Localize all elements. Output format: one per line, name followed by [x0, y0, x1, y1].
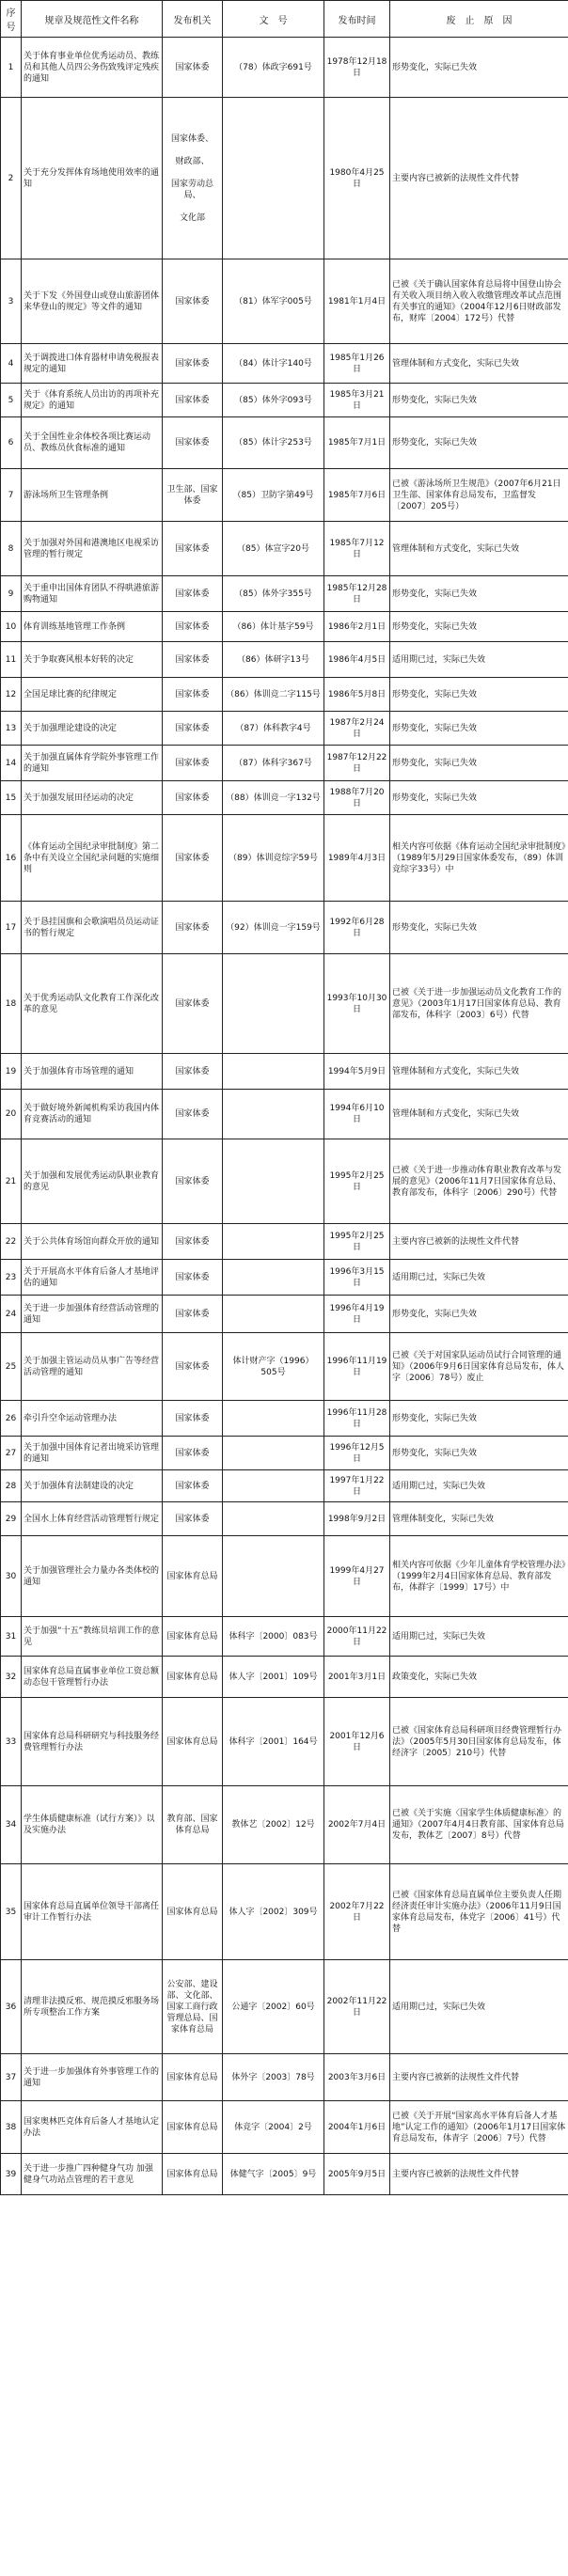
repeal-reason: 管理体制和方式变化，实际已失效 — [390, 344, 568, 384]
document-number — [223, 1224, 324, 1260]
document-number: （85）体宣字20号 — [223, 522, 324, 576]
document-number — [223, 1260, 324, 1296]
issue-date: 2002年7月4日 — [324, 1786, 390, 1864]
table-row — [1, 642, 568, 678]
table-row — [1, 1698, 568, 1786]
document-number: 体计财产字（1996）505号 — [223, 1333, 324, 1401]
row-number: 33 — [1, 1698, 22, 1786]
row-number: 14 — [1, 746, 22, 781]
table-row — [1, 1617, 568, 1657]
table-row — [1, 576, 568, 612]
table-row — [1, 1054, 568, 1090]
issuing-authority: 国家体育总局 — [163, 1536, 223, 1617]
table-row — [1, 1536, 568, 1617]
issuing-authority: 国家体委 — [163, 902, 223, 954]
document-number: 体人字〔2002〕309号 — [223, 1864, 324, 1960]
issue-date: 1987年12月22日 — [324, 746, 390, 781]
document-title: 关于加强管理社会力量办各类体校的通知 — [22, 1536, 163, 1617]
issuing-authority: 国家体育总局 — [163, 1864, 223, 1960]
issuing-authority: 国家体委 — [163, 954, 223, 1054]
document-number: （88）体训竞一字132号 — [223, 781, 324, 815]
repeal-reason: 已被《关于确认国家体育总局将中国登山协会有关收入项目纳入收入收缴管理改革试点范围有关事宜的通知》（2004年12月6日财政部发布，财库〔2004〕172号）代替 — [390, 259, 568, 344]
repeal-reason: 已被《国家体育总局直属单位主要负责人任期经济责任审计实施办法》（2006年11月9日国家体育总局发布，体党字〔2006〕41号）代替 — [390, 1864, 568, 1960]
repeal-reason: 形势变化，实际已失效 — [390, 1401, 568, 1437]
row-number: 35 — [1, 1864, 22, 1960]
document-title: 清理非法摸反邪、规范摸反邪服务场所专项整治工作方案 — [22, 1960, 163, 2054]
issue-date: 1978年12月18日 — [324, 38, 390, 98]
table-row — [1, 417, 568, 469]
repeal-reason: 管理体制变化，实际已失效 — [390, 1502, 568, 1536]
header-date: 发布时间 — [324, 1, 390, 38]
table-row — [1, 781, 568, 815]
row-number: 18 — [1, 954, 22, 1054]
repeal-reason: 形势变化，实际已失效 — [390, 746, 568, 781]
document-number: 体科字〔2000〕083号 — [223, 1617, 324, 1657]
row-number: 20 — [1, 1090, 22, 1139]
table-row — [1, 1502, 568, 1536]
table-row — [1, 2101, 568, 2154]
document-title: 国家体育总局直属事业单位工资总额动态包干管理暂行办法 — [22, 1657, 163, 1698]
repeal-reason: 已被《关于对国家队运动员试行合同管理的通知》（2006年9月6日国家体育总局发布，体人字〔2006〕78号）废止 — [390, 1333, 568, 1401]
row-number: 17 — [1, 902, 22, 954]
issuing-authority: 国家体委 — [163, 384, 223, 417]
document-title: 关于充分发挥体育场地使用效率的通知 — [22, 98, 163, 259]
document-title: 关于做好境外新闻机构采访我国内体育竞赛活动的通知 — [22, 1090, 163, 1139]
issuing-authority: 国家体委 — [163, 781, 223, 815]
issuing-authority: 国家体委、 财政部、 国家劳动总局、 文化部 — [163, 98, 223, 259]
issuing-authority: 国家体委 — [163, 612, 223, 642]
document-number: （78）体政字691号 — [223, 38, 324, 98]
issuing-authority: 国家体委 — [163, 815, 223, 902]
document-title: 关于加强理论建设的决定 — [22, 712, 163, 746]
issue-date: 1996年3月15日 — [324, 1260, 390, 1296]
document-number: 教体艺〔2002〕12号 — [223, 1786, 324, 1864]
repeal-reason: 已被《关于进一步加强运动员文化教育工作的意见》（2003年1月17日国家体育总局、教育部发布，体科字〔2003〕6号）代替 — [390, 954, 568, 1054]
table-row — [1, 2154, 568, 2195]
header-title: 规章及规范性文件名称 — [22, 1, 163, 38]
issue-date: 2001年12月6日 — [324, 1698, 390, 1786]
row-number: 2 — [1, 98, 22, 259]
repeal-reason: 适用期已过，实际已失效 — [390, 1960, 568, 2054]
issue-date: 1992年6月28日 — [324, 902, 390, 954]
row-number: 16 — [1, 815, 22, 902]
row-number: 23 — [1, 1260, 22, 1296]
document-title: 国家奥林匹克体育后备人才基地认定办法 — [22, 2101, 163, 2154]
document-title: 《体育运动全国纪录审批制度》第二条中有关设立全国纪录问题的实施细则 — [22, 815, 163, 902]
row-number: 13 — [1, 712, 22, 746]
repeal-reason: 已被《关于开展“国家高水平体育后备人才基地”认定工作的通知》（2006年1月17日国家体育总局发布，体青字〔2006〕7号）代替 — [390, 2101, 568, 2154]
document-title: 全国水上体育经营活动管理暂行规定 — [22, 1502, 163, 1536]
repeal-reason: 主要内容已被新的法规性文件代替 — [390, 98, 568, 259]
repeal-reason: 适用期已过，实际已失效 — [390, 1260, 568, 1296]
document-number — [223, 1296, 324, 1333]
issuing-authority: 国家体育总局 — [163, 2154, 223, 2195]
issuing-authority: 国家体育总局 — [163, 1617, 223, 1657]
document-number: （86）体研字13号 — [223, 642, 324, 678]
repeal-reason: 主要内容已被新的法规性文件代替 — [390, 2154, 568, 2195]
document-number — [223, 1470, 324, 1502]
table-row — [1, 522, 568, 576]
document-title: 游泳场所卫生管理条例 — [22, 469, 163, 522]
document-number: （84）体计字140号 — [223, 344, 324, 384]
issue-date: 1998年9月2日 — [324, 1502, 390, 1536]
table-row — [1, 1333, 568, 1401]
issue-date: 1994年5月9日 — [324, 1054, 390, 1090]
issue-date: 1994年6月10日 — [324, 1090, 390, 1139]
document-title: 国家体育总局科研研究与科技服务经费管理暂行办法 — [22, 1698, 163, 1786]
table-row — [1, 902, 568, 954]
row-number: 38 — [1, 2101, 22, 2154]
document-title: 全国足球比赛的纪律规定 — [22, 678, 163, 712]
document-title: 国家体育总局直属单位领导干部离任审计工作暂行办法 — [22, 1864, 163, 1960]
header-row — [1, 1, 568, 38]
document-title: 关于加强“十五”教练员培训工作的意见 — [22, 1617, 163, 1657]
table-row — [1, 344, 568, 384]
document-number — [223, 1437, 324, 1470]
issuing-authority: 国家体委 — [163, 642, 223, 678]
document-title: 关于《体育系统人员出访的再项补充规定》的通知 — [22, 384, 163, 417]
repeal-reason: 形势变化，实际已失效 — [390, 384, 568, 417]
row-number: 29 — [1, 1502, 22, 1536]
table-row — [1, 746, 568, 781]
issuing-authority: 国家体委 — [163, 1296, 223, 1333]
issue-date: 1987年2月24日 — [324, 712, 390, 746]
table-row — [1, 1786, 568, 1864]
row-number: 15 — [1, 781, 22, 815]
document-number: 体人字〔2001〕109号 — [223, 1657, 324, 1698]
issue-date: 1985年7月6日 — [324, 469, 390, 522]
table-row — [1, 1139, 568, 1224]
document-title: 关于开展高水平体育后备人才基地评估的通知 — [22, 1260, 163, 1296]
document-number: （87）体科字367号 — [223, 746, 324, 781]
document-title: 关于加强体育市场管理的通知 — [22, 1054, 163, 1090]
table-row — [1, 469, 568, 522]
issue-date: 2000年11月22日 — [324, 1617, 390, 1657]
table-header — [1, 1, 568, 38]
document-number: （87）体科教字4号 — [223, 712, 324, 746]
issue-date: 1995年2月25日 — [324, 1139, 390, 1224]
repeal-reason: 已被《关于实施〈国家学生体质健康标准〉的通知》（2007年4月4日教育部、国家体育总局发布，教体艺〔2007〕8号）代替 — [390, 1786, 568, 1864]
document-number: （86）体训竞二字115号 — [223, 678, 324, 712]
document-number: （81）体军字005号 — [223, 259, 324, 344]
row-number: 4 — [1, 344, 22, 384]
document-title: 关于下发《外国登山或登山旅游团体来华登山的规定》等文件的通知 — [22, 259, 163, 344]
document-number: 体竞字〔2004〕2号 — [223, 2101, 324, 2154]
row-number: 21 — [1, 1139, 22, 1224]
document-number: （85）体计字253号 — [223, 417, 324, 469]
document-number — [223, 1536, 324, 1617]
table-row — [1, 38, 568, 98]
issuing-authority: 国家体委 — [163, 1470, 223, 1502]
document-title: 关于优秀运动队文化教育工作深化改革的意见 — [22, 954, 163, 1054]
document-number: （92）体训竞一字159号 — [223, 902, 324, 954]
table-row — [1, 612, 568, 642]
row-number: 36 — [1, 1960, 22, 2054]
repeal-reason: 形势变化，实际已失效 — [390, 712, 568, 746]
issue-date: 1988年7月20日 — [324, 781, 390, 815]
repeal-reason: 相关内容可依据《少年儿童体育学校管理办法》（1999年2月4日国家体育总局、教育部发布，体群字〔1999〕17号）中 — [390, 1536, 568, 1617]
issue-date: 2002年11月22日 — [324, 1960, 390, 2054]
issuing-authority: 国家体委 — [163, 1502, 223, 1536]
issue-date: 2002年7月22日 — [324, 1864, 390, 1960]
repeal-reason: 管理体制和方式变化，实际已失效 — [390, 522, 568, 576]
row-number: 19 — [1, 1054, 22, 1090]
document-title: 关于加强和发展优秀运动队职业教育的意见 — [22, 1139, 163, 1224]
table-row — [1, 1090, 568, 1139]
issuing-authority: 教育部、国家体育总局 — [163, 1786, 223, 1864]
document-number: （85）体外字093号 — [223, 384, 324, 417]
issuing-authority: 国家体委 — [163, 678, 223, 712]
row-number: 12 — [1, 678, 22, 712]
document-number — [223, 1139, 324, 1224]
table-row — [1, 678, 568, 712]
row-number: 39 — [1, 2154, 22, 2195]
issue-date: 1996年11月28日 — [324, 1401, 390, 1437]
document-number: （86）体计基字59号 — [223, 612, 324, 642]
row-number: 9 — [1, 576, 22, 612]
issue-date: 1996年12月5日 — [324, 1437, 390, 1470]
repeal-reason: 主要内容已被新的法规性文件代替 — [390, 2054, 568, 2101]
table-row — [1, 259, 568, 344]
row-number: 22 — [1, 1224, 22, 1260]
document-number — [223, 98, 324, 259]
document-title: 关于全国性业余体校各项比赛运动员、教练员伙食标准的通知 — [22, 417, 163, 469]
repeal-reason: 管理体制和方式变化，实际已失效 — [390, 1090, 568, 1139]
issue-date: 1999年4月27日 — [324, 1536, 390, 1617]
document-title: 关于加强直属体育学院外事管理工作的通知 — [22, 746, 163, 781]
row-number: 11 — [1, 642, 22, 678]
document-title: 关于进一步加强体育经营活动管理的通知 — [22, 1296, 163, 1333]
issue-date: 1985年7月12日 — [324, 522, 390, 576]
table-row — [1, 1437, 568, 1470]
table-row — [1, 815, 568, 902]
table-row — [1, 1960, 568, 2054]
table-row — [1, 1657, 568, 1698]
row-number: 1 — [1, 38, 22, 98]
issuing-authority: 国家体委 — [163, 1437, 223, 1470]
table-row — [1, 1470, 568, 1502]
issuing-authority: 国家体育总局 — [163, 1698, 223, 1786]
table-row — [1, 384, 568, 417]
issue-date: 1980年4月25日 — [324, 98, 390, 259]
repeal-reason: 已被《国家体育总局科研项目经费管理暂行办法》（2005年5月30日国家体育总局发布，体经济字〔2005〕210号）代替 — [390, 1698, 568, 1786]
repeal-reason: 管理体制和方式变化，实际已失效 — [390, 1054, 568, 1090]
issue-date: 1996年11月19日 — [324, 1333, 390, 1401]
row-number: 31 — [1, 1617, 22, 1657]
document-number: 公通字〔2002〕60号 — [223, 1960, 324, 2054]
issuing-authority: 国家体委 — [163, 712, 223, 746]
row-number: 7 — [1, 469, 22, 522]
issue-date: 1986年5月8日 — [324, 678, 390, 712]
issue-date: 1985年7月1日 — [324, 417, 390, 469]
row-number: 5 — [1, 384, 22, 417]
document-title: 关于争取赛风根本好转的决定 — [22, 642, 163, 678]
issuing-authority: 国家体委 — [163, 417, 223, 469]
row-number: 6 — [1, 417, 22, 469]
issue-date: 1989年4月3日 — [324, 815, 390, 902]
repeal-reason: 已被《关于进一步推动体育职业教育改革与发展的意见》（2006年11月7日国家体育总局、教育部发布，体科字〔2006〕290号）代替 — [390, 1139, 568, 1224]
row-number: 30 — [1, 1536, 22, 1617]
row-number: 26 — [1, 1401, 22, 1437]
repeal-reason: 适用期已过，实际已失效 — [390, 1470, 568, 1502]
header-reason: 废 止 原 因 — [390, 1, 568, 38]
issue-date: 2005年9月5日 — [324, 2154, 390, 2195]
issue-date: 1995年2月25日 — [324, 1224, 390, 1260]
document-number — [223, 1054, 324, 1090]
document-number: （85）体外字355号 — [223, 576, 324, 612]
repeal-reason: 形势变化，实际已失效 — [390, 417, 568, 469]
row-number: 34 — [1, 1786, 22, 1864]
repeal-reason: 形势变化，实际已失效 — [390, 678, 568, 712]
document-number — [223, 1090, 324, 1139]
repeal-reason: 形势变化，实际已失效 — [390, 902, 568, 954]
document-title: 关于公共体育场馆向群众开放的通知 — [22, 1224, 163, 1260]
issuing-authority: 国家体委 — [163, 1333, 223, 1401]
issue-date: 2004年1月6日 — [324, 2101, 390, 2154]
row-number: 3 — [1, 259, 22, 344]
issue-date: 1993年10月30日 — [324, 954, 390, 1054]
issue-date: 1986年2月1日 — [324, 612, 390, 642]
document-title: 关于加强对外国和港澳地区电视采访管理的暂行规定 — [22, 522, 163, 576]
row-number: 25 — [1, 1333, 22, 1401]
document-title: 学生体质健康标准（试行方案）》以及实施办法 — [22, 1786, 163, 1864]
document-number — [223, 954, 324, 1054]
row-number: 37 — [1, 2054, 22, 2101]
repeal-reason: 相关内容可依据《体育运动全国纪录审批制度》（1989年5月29日国家体委发布，（89）体训竞综字33号）中 — [390, 815, 568, 902]
issuing-authority: 国家体委 — [163, 1260, 223, 1296]
row-number: 27 — [1, 1437, 22, 1470]
document-title: 关于加强中国体育记者出境采访管理的通知 — [22, 1437, 163, 1470]
table-row — [1, 712, 568, 746]
repeal-reason: 形势变化，实际已失效 — [390, 1437, 568, 1470]
table-row — [1, 1401, 568, 1437]
repeal-reason: 形势变化，实际已失效 — [390, 38, 568, 98]
issuing-authority: 国家体育总局 — [163, 2101, 223, 2154]
row-number: 8 — [1, 522, 22, 576]
issuing-authority: 国家体委 — [163, 1139, 223, 1224]
repeal-reason: 已被《游泳场所卫生规范》（2007年6月21日卫生部、国家体育总局发布，卫监督发〔2007〕205号） — [390, 469, 568, 522]
table-row — [1, 1296, 568, 1333]
row-number: 10 — [1, 612, 22, 642]
document-number: 体科字〔2001〕164号 — [223, 1698, 324, 1786]
header-org: 发布机关 — [163, 1, 223, 38]
document-number: 体健气字〔2005〕9号 — [223, 2154, 324, 2195]
document-number — [223, 1502, 324, 1536]
issuing-authority: 国家体委 — [163, 1090, 223, 1139]
document-number — [223, 1401, 324, 1437]
issue-date: 1985年1月26日 — [324, 344, 390, 384]
issue-date: 1997年1月22日 — [324, 1470, 390, 1502]
header-code: 文 号 — [223, 1, 324, 38]
issuing-authority: 国家体委 — [163, 1054, 223, 1090]
issuing-authority: 国家体委 — [163, 576, 223, 612]
issuing-authority: 国家体委 — [163, 1401, 223, 1437]
document-title: 关于恳挂国旗和会歌演唱员员运动证书的暂行规定 — [22, 902, 163, 954]
repeal-reason: 政策变化，实际已失效 — [390, 1657, 568, 1698]
table-body — [1, 38, 568, 2195]
issuing-authority: 国家体育总局 — [163, 2054, 223, 2101]
document-title: 关于加强发展田径运动的决定 — [22, 781, 163, 815]
issue-date: 1986年4月5日 — [324, 642, 390, 678]
repeal-reason: 形势变化，实际已失效 — [390, 1296, 568, 1333]
issue-date: 2003年3月6日 — [324, 2054, 390, 2101]
table-row — [1, 1864, 568, 1960]
row-number: 24 — [1, 1296, 22, 1333]
issue-date: 1985年3月21日 — [324, 384, 390, 417]
table-row — [1, 1224, 568, 1260]
document-title: 关于重申出国体育团队不得哄港旅游购物通知 — [22, 576, 163, 612]
document-title: 关于体育事业单位优秀运动员、教练员和其他人员四公务伤致残评定残疾的通知 — [22, 38, 163, 98]
document-number: （85）卫防字第49号 — [223, 469, 324, 522]
issuing-authority: 国家体委 — [163, 746, 223, 781]
issuing-authority: 公安部、建设部、文化部、国家工商行政管理总局、国家体育总局 — [163, 1960, 223, 2054]
issue-date: 2001年3月1日 — [324, 1657, 390, 1698]
issuing-authority: 国家体委 — [163, 522, 223, 576]
issue-date: 1996年4月19日 — [324, 1296, 390, 1333]
header-no: 序号 — [1, 1, 22, 38]
document-title: 关于进一步推广四种健身气功 加强健身气功站点管理的若干意见 — [22, 2154, 163, 2195]
table-row — [1, 1260, 568, 1296]
issuing-authority: 国家体育总局 — [163, 1657, 223, 1698]
repeal-reason: 形势变化，实际已失效 — [390, 612, 568, 642]
repeal-reason: 适用期已过，实际已失效 — [390, 1617, 568, 1657]
document-title: 关于加强体育法制建设的决定 — [22, 1470, 163, 1502]
repeal-reason: 形势变化，实际已失效 — [390, 781, 568, 815]
document-number: 体外字〔2003〕78号 — [223, 2054, 324, 2101]
issue-date: 1985年12月28日 — [324, 576, 390, 612]
repeal-reason: 适用期已过，实际已失效 — [390, 642, 568, 678]
document-title: 体育训练基地管理工作条例 — [22, 612, 163, 642]
issue-date: 1981年1月4日 — [324, 259, 390, 344]
row-number: 32 — [1, 1657, 22, 1698]
document-title: 牵引升空伞运动管理办法 — [22, 1401, 163, 1437]
issuing-authority: 国家体委 — [163, 1224, 223, 1260]
document-number: （89）体训竞综字59号 — [223, 815, 324, 902]
document-title: 关于调拨进口体育器材申请免税报表规定的通知 — [22, 344, 163, 384]
table-row — [1, 2054, 568, 2101]
repeal-reason: 主要内容已被新的法规性文件代替 — [390, 1224, 568, 1260]
issuing-authority: 国家体委 — [163, 38, 223, 98]
repeal-reason: 形势变化，实际已失效 — [390, 576, 568, 612]
document-title: 关于进一步加强体育外事管理工作的通知 — [22, 2054, 163, 2101]
table-row — [1, 954, 568, 1054]
document-title: 关于加强主管运动员从事广告等经营活动管理的通知 — [22, 1333, 163, 1401]
issuing-authority: 国家体委 — [163, 259, 223, 344]
issuing-authority: 国家体委 — [163, 344, 223, 384]
issuing-authority: 卫生部、国家体委 — [163, 469, 223, 522]
table-row — [1, 98, 568, 259]
row-number: 28 — [1, 1470, 22, 1502]
